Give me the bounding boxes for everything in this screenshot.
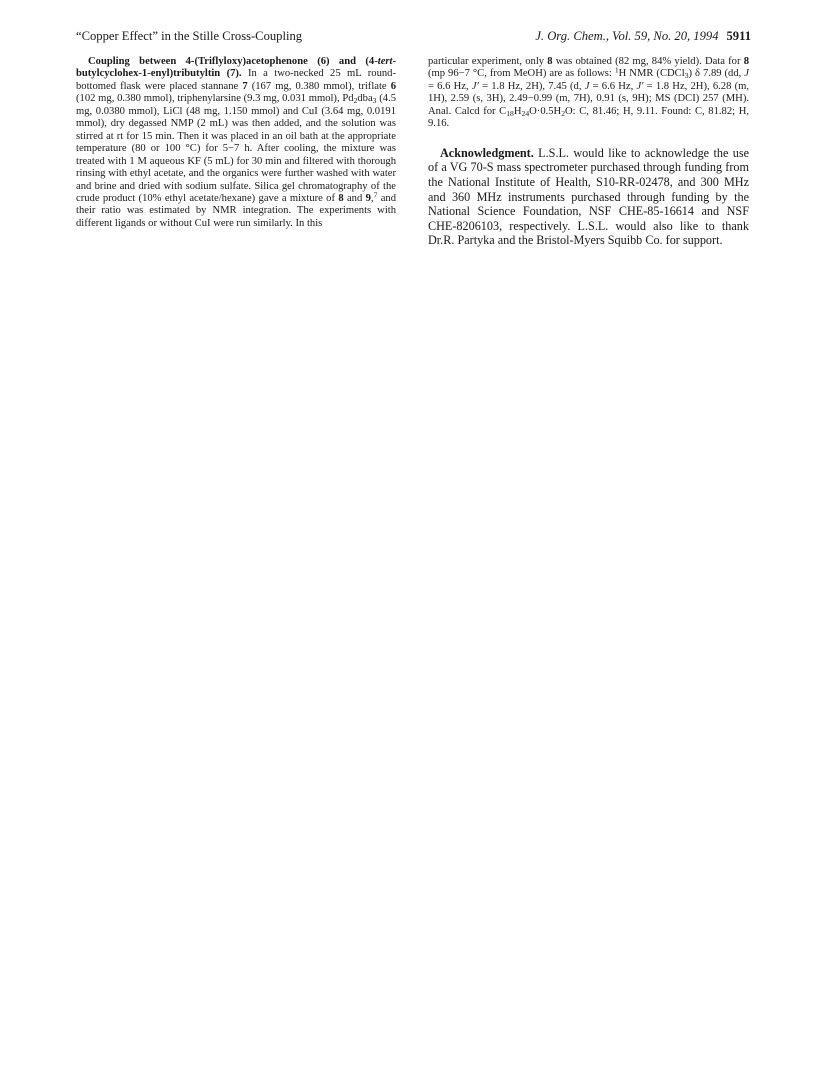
- body-text: = 6.6 Hz,: [589, 80, 637, 92]
- acknowledgment-paragraph: [428, 146, 749, 248]
- subscript: 2: [561, 108, 566, 118]
- body-text: ,: [370, 192, 374, 204]
- section-title: “Copper Effect” in the Stille Cross-Coupling: [76, 29, 303, 43]
- coupling-constant-symbol: J′: [636, 80, 644, 92]
- subscript: 3: [684, 71, 689, 81]
- body-text: ) δ 7.89 (dd,: [688, 68, 745, 80]
- body-text: (4.5 mg, 0.0380 mmol), LiCl (48 mg, 1.150 mmol) and CuI (3.64 mg, 0.0191 mmol), dry degassed NMP (2 mL) was then added, and the solution was stirred at rt for 15 min. Then it was placed in an oil bath at the appropriate temperature (80 or 100 °C) for 5−7 h. After cooling, the mixture was treated with 1 M aqueous KF (5 mL) for 30 min and filtered with thorough rinsing with ethyl acetate, and the organics were further washed with water and brine and dried with sodium sulfate. Silica gel chromatography of the crude product (10% ethyl acetate/hexane) gave a mixture of: [76, 93, 397, 204]
- coupling-constant-symbol: J: [584, 80, 590, 92]
- body-text: and: [343, 192, 366, 204]
- body-text: (mp 96−7 °C, from MeOH) are as follows:: [428, 68, 615, 80]
- acknowledgment-text: L.S.L. would like to acknowledge the use of a VG 70-S mass spectrometer purchased through funding from the National Institute of Health, S10-RR-02478, and 300 MHz and 360 MHz instruments purchased through funding by the National Science Foundation, NSF CHE-85-16614 and NSF CHE-8206103, respectively. L.S.L. would also like to thank Dr.R. Partyka and the Bristol-Myers Squibb Co. for support.: [428, 145, 749, 248]
- body-text: (102 mg, 0.380 mmol), triphenylarsine (9.3 mg, 0.031 mmol), Pd: [76, 93, 354, 105]
- compound-number: 8: [338, 192, 344, 204]
- journal-name: J. Org. Chem., Vol. 59, No. 20, 1994: [535, 29, 719, 43]
- subscript: 3: [372, 96, 377, 106]
- body-text: H NMR (CDCl: [618, 68, 685, 80]
- body-text: O·0.5H: [529, 105, 562, 117]
- heading-text-end: -butylcyclohex-1-enyl)tributyltin (7).: [76, 56, 396, 80]
- compound-number: 8: [743, 56, 749, 67]
- body-text: O: C, 81.46; H, 9.11. Found: C, 81.82; H, 9.16.: [428, 105, 749, 130]
- compound-number: 8: [547, 56, 553, 67]
- running-header: [76, 28, 751, 44]
- heading-tert: tert: [377, 56, 393, 67]
- body-text: H: [513, 105, 522, 117]
- body-text: = 1.8 Hz, 2H), 6.28 (m, 1H), 2.59 (s, 3H), 2.49−0.99 (m, 7H), 0.91 (s, 9H); MS (DCI) 257 (MH). Anal. Calcd for C: [428, 80, 750, 117]
- coupling-constant-symbol: J′: [471, 80, 479, 92]
- compound-number: 7: [242, 80, 248, 92]
- body-text: = 6.6 Hz,: [428, 80, 472, 92]
- characterization-paragraph: [428, 56, 749, 131]
- journal-citation: [535, 28, 751, 44]
- body-text: and their ratio was estimated by NMR integration. The experiments with different ligands or without CuI were run similarly. In this: [76, 192, 397, 229]
- body-text: = 1.8 Hz, 2H), 7.45 (d,: [478, 80, 585, 92]
- subscript: 2: [353, 96, 358, 106]
- subscript: 18: [506, 108, 514, 118]
- body-text: In a two-necked 25 mL round-bottomed flask were placed stannane: [76, 68, 396, 92]
- heading-text: Coupling between 4-(Triflyloxy)acetophenone (6) and (4-: [88, 56, 378, 67]
- acknowledgment-heading: Acknowledgment.: [440, 145, 534, 160]
- body-text: dba: [357, 93, 373, 105]
- left-column: [76, 56, 396, 230]
- compound-number: 9: [365, 192, 371, 204]
- body-text: particular experiment, only: [428, 56, 548, 67]
- body-text: (167 mg, 0.380 mmol), triflate: [247, 80, 391, 92]
- superscript: 1: [614, 66, 619, 76]
- body-text: was obtained (82 mg, 84% yield). Data for: [552, 56, 744, 67]
- experimental-paragraph: [76, 56, 396, 230]
- page-number: 5911: [726, 29, 751, 43]
- compound-number: 6: [390, 80, 396, 92]
- coupling-constant-symbol: J: [744, 68, 749, 80]
- right-column: [428, 56, 749, 248]
- subscript: 24: [521, 108, 530, 118]
- reference-superscript: 7: [373, 190, 378, 200]
